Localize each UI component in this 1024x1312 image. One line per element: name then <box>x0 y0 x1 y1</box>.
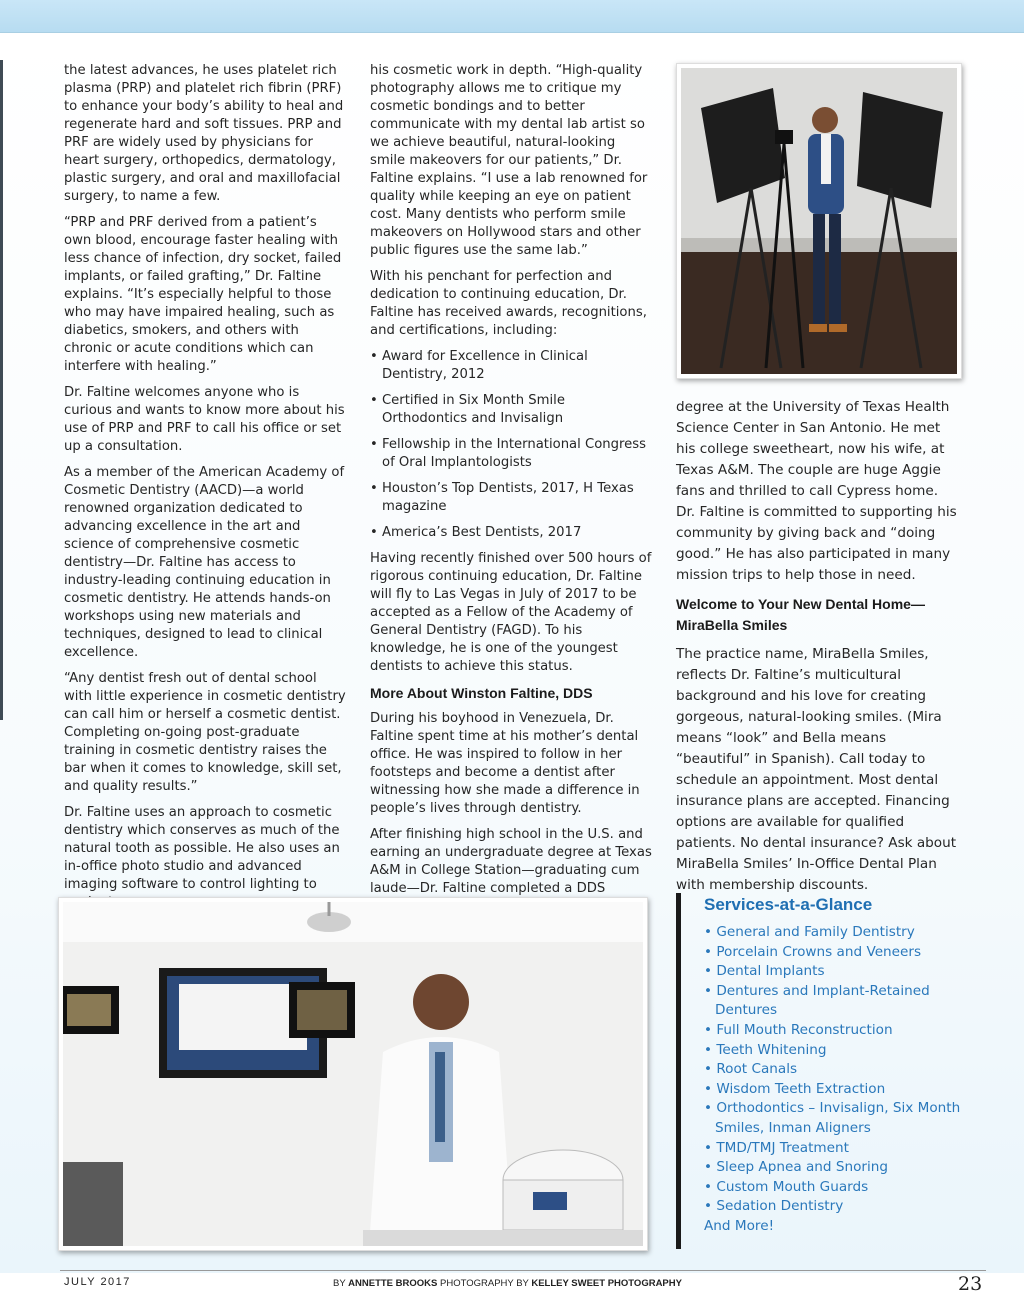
service-item: • Full Mouth Reconstruction <box>704 1021 893 1038</box>
paragraph: As a member of the American Academy of Cosmetic Dentistry (AACD)—a world renowned organization dedicated to advancing excellence in the art and science of comprehensive cosmetic dentistry—Dr. Faltine has access to industry-leading continuing education in cosmetic dentistry. He attends hands-on workshops using new materials and techniques, designed to lead to clinical excellence. <box>64 465 345 660</box>
award-bullet: • Fellowship in the International Congress of Oral Implantologists <box>370 437 646 470</box>
service-item: • Teeth Whitening <box>704 1041 827 1058</box>
service-item: • Orthodontics – Invisalign, Six Month Smiles, Inman Aligners <box>704 1100 961 1136</box>
award-bullet: • Certified in Six Month Smile Orthodontics and Invisalign <box>370 393 565 426</box>
award-bullet: • Houston’s Top Dentists, 2017, H Texas magazine <box>370 481 634 514</box>
paragraph: Having recently finished over 500 hours of rigorous continuing education, Dr. Faltine will fly to Las Vegas in July of 2017 to be accepted as a Fellow of the Academy of General Dentistry (FAGD). To his knowledge, he is one of the youngest dentists to achieve this status. <box>370 551 652 674</box>
service-item: • Root Canals <box>704 1061 798 1078</box>
service-item: • Custom Mouth Guards <box>704 1178 869 1195</box>
service-item: • Dentures and Implant-Retained Dentures <box>704 982 930 1019</box>
service-item: • Sedation Dentistry <box>704 1198 844 1215</box>
paragraph: degree at the University of Texas Health Science Center in San Antonio. He met his college sweetheart, now his wife, at Texas A&M. The couple are huge Aggie fans and thrilled to call Cypress home. Dr. Faltine is committed to supporting his community by giving back and “doing good.” He has also participated in many mission trips to help those in need. <box>676 399 957 583</box>
top-band <box>0 0 1024 33</box>
service-item: • TMD/TMJ Treatment <box>704 1139 849 1156</box>
page-number: 23 <box>958 1273 983 1295</box>
byline <box>333 1278 682 1289</box>
paragraph: “Any dentist fresh out of dental school with little experience in cosmetic dentistry can call him or herself a cosmetic dentist. Completing on-going post-graduate training in cosmetic dentistry raises the bar when it comes to knowledge, skill set, and quality results.” <box>64 671 346 794</box>
paragraph: The practice name, MiraBella Smiles, reflects Dr. Faltine’s multicultural background and his love for creating gorgeous, natural-looking smiles. (Mira means “look” and Bella means “beautiful” in Spanish). Call today to schedule an appointment. Most dental insurance plans are accepted. Financing options are available for qualified patients. No dental insurance? Ask about MiraBella Smiles’ In-Office Dental Plan with membership discounts. <box>676 646 957 893</box>
paragraph: With his penchant for perfection and dedication to continuing education, Dr. Faltine has received awards, recognitions, and certifications, including: <box>370 269 647 338</box>
paragraph: the latest advances, he uses platelet rich plasma (PRP) and platelet rich fibrin (PRF) to enhance your body’s ability to heal and regenerate hard and soft tissues. PRP and PRF are widely used by physicians for heart surgery, orthopedics, dermatology, plastic surgery, and oral and maxillofacial surgery, to name a few. <box>64 63 344 204</box>
services-more: And More! <box>704 1217 775 1234</box>
section-subhead: More About Winston Faltine, DDS <box>370 685 593 701</box>
service-item: • Porcelain Crowns and Veneers <box>704 943 922 960</box>
dentist-photo <box>58 897 648 1251</box>
section-subhead: Welcome to Your New Dental Home—MiraBella Smiles <box>676 596 925 633</box>
article-column-2 <box>370 62 654 906</box>
paragraph: “PRP and PRF derived from a patient’s own blood, encourage faster healing with less chance of infection, dry socket, failed implants, or failed grafting,” Dr. Faltine explains. “It’s especially helpful to those who may have impaired healing, such as diabetics, smokers, and others with chronic or acute conditions which can interfere with healing.” <box>64 215 342 374</box>
footer-rule <box>60 1270 986 1271</box>
services-title: Services-at-a-Glance <box>704 895 873 914</box>
award-bullet: • America’s Best Dentists, 2017 <box>370 525 582 540</box>
services-box <box>676 893 976 1249</box>
left-edge-bar <box>0 60 3 720</box>
paragraph: Dr. Faltine uses an approach to cosmetic dentistry which conserves as much of the natural tooth as possible. He also uses an in-office photo studio and advanced imaging software to control lighting to <box>64 805 340 892</box>
paragraph: his cosmetic work in depth. “High-quality photography allows me to critique my cosmetic bondings and to better communicate with my dental lab artist so we achieve beautiful, natural-looking smile makeovers for our patients,” Dr. Faltine explains. “I use a lab renowned for quality while keeping an eye on patient cost. Many dentists who perform smile makeovers on Hollywood stars and other public figures use the same lab.” <box>370 63 648 258</box>
services-list <box>704 923 969 1237</box>
paragraph: Dr. Faltine welcomes anyone who is curious and wants to know more about his use of PRP and PRF to call his office or set up a consultation. <box>64 385 345 454</box>
paragraph: After finishing high school in the U.S. and earning an undergraduate degree at Texas A&M in College Station—graduating cum laude—Dr. Faltine completed a DDS <box>370 827 652 896</box>
issue-date: JULY 2017 <box>64 1276 131 1288</box>
byline-photo-by: PHOTOGRAPHY BY <box>440 1278 529 1289</box>
service-item: • Dental Implants <box>704 963 825 980</box>
service-item: • Wisdom Teeth Extraction <box>704 1080 886 1097</box>
article-column-3 <box>676 397 960 904</box>
award-bullet: • Award for Excellence in Clinical Dentistry, 2012 <box>370 349 588 382</box>
paragraph: During his boyhood in Venezuela, Dr. Faltine spent time at his mother’s dental office. He was inspired to follow in her footsteps and become a dentist after witnessing how she made a difference in people’s lives through dentistry. <box>370 711 640 816</box>
studio-photo <box>676 63 962 379</box>
studio-photo-image <box>681 68 957 374</box>
byline-photographer: KELLEY SWEET PHOTOGRAPHY <box>531 1278 682 1289</box>
service-item: • General and Family Dentistry <box>704 924 915 940</box>
dentist-photo-image <box>63 902 643 1246</box>
byline-by: BY <box>333 1278 346 1289</box>
byline-author: ANNETTE BROOKS <box>348 1278 438 1289</box>
services-accent-bar <box>676 893 681 1249</box>
article-column-1 <box>64 62 348 920</box>
service-item: • Sleep Apnea and Snoring <box>704 1159 889 1176</box>
